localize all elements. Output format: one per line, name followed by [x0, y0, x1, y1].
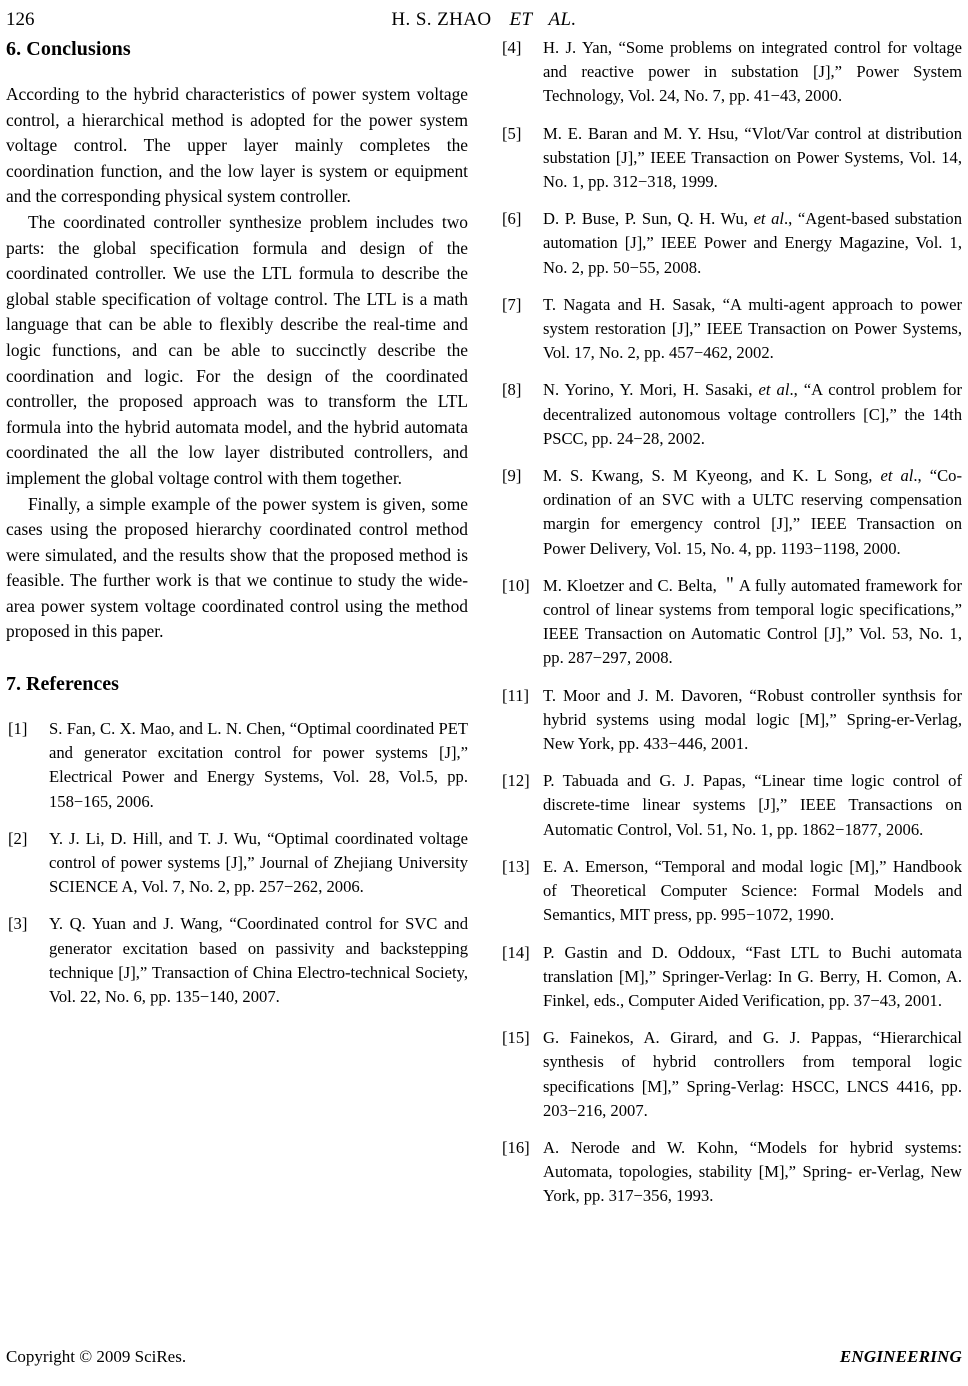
conclusions-paragraph-2: The coordinated controller synthesize problem includes two parts: the global specification formula and design of the coordinated controller. We use the LTL formula to describe the global stable specification of voltage control. The LTL is a math language that can be able to flexibly describe the real-time and logic functions, and can be able to succinctly describe the coordination and logic. For the design of the coordinated controller, the proposed approach was to transform the LTL formula into the hybrid automata model, and the hybrid automata coordinated the all the low layer distributed controllers, and implement the global voltage control with them together. — [6, 211, 468, 488]
reference-text-post: ., “A control problem for decentralized autonomous voltage controllers [C],” the 14th PSCC, pp. 24−28, 2002. — [543, 380, 962, 448]
reference-text: E. A. Emerson, “Temporal and modal logic [M],” Handbook of Theoretical Computer Science: Formal Models and Semantics, MIT press, pp. 995−1072, 1990. — [543, 856, 962, 925]
reference-item — [500, 36, 962, 109]
reference-number: [7] — [502, 294, 522, 314]
reference-text — [543, 207, 962, 280]
reference-text: P. Gastin and D. Oddoux, “Fast LTL to Buchi automata translation [M],” Springer-Verlag: In G. Berry, H. Comon, A. Finkel, eds., Computer Aided Verification, pp. 37−43, 2001. — [543, 942, 962, 1010]
copyright-notice: Copyright © 2009 SciRes. — [6, 1347, 187, 1366]
reference-text-post: ., “Agent-based substation automation [J],” IEEE Power and Energy Magazine, Vol. 1, No. 2, pp. 50−55, 2008. — [543, 209, 963, 277]
page-footer — [6, 1344, 962, 1368]
reference-item — [500, 1026, 962, 1123]
running-head-al: AL. — [548, 9, 577, 30]
running-head-author-names: H. S. ZHAO — [391, 9, 492, 30]
reference-item — [500, 293, 962, 366]
page-number: 126 — [6, 9, 35, 30]
reference-item — [500, 574, 962, 671]
reference-text: A. Nerode and W. Kohn, “Models for hybrid systems: Automata, topologies, stability [M],” Spring- er-Verlag, New York, pp. 317−356, 1993. — [543, 1137, 962, 1206]
reference-text — [543, 378, 962, 451]
reference-number: [9] — [502, 466, 522, 486]
reference-text-pre: D. P. Buse, P. Sun, Q. H. Wu, — [543, 209, 754, 229]
reference-text: G. Fainekos, A. Girard, and G. J. Pappas, “Hierarchical synthesis of hybrid controllers from temporal logic specifications [M],” Spring-Verlag: HSCC, LNCS 4416, pp. 203−216, 2007. — [543, 1028, 962, 1120]
running-head-et: ET — [509, 9, 533, 30]
running-head — [6, 8, 962, 34]
reference-text: S. Fan, C. X. Mao, and L. N. Chen, “Optimal coordinated PET and generator excitation control for power systems [J],” Electrical Power and Energy Systems, Vol. 28, Vol.5, pp. 158−165, 2006. — [49, 719, 468, 811]
reference-item — [500, 207, 962, 280]
reference-number: [16] — [502, 1137, 530, 1157]
reference-et-al: et al — [753, 209, 785, 229]
reference-number: [14] — [502, 942, 530, 962]
reference-number: [2] — [8, 828, 28, 848]
right-column — [500, 36, 962, 1209]
reference-item — [500, 684, 962, 757]
reference-number: [3] — [8, 914, 28, 934]
reference-item — [6, 912, 468, 1009]
reference-list-right — [500, 36, 962, 1209]
reference-number: [13] — [502, 856, 530, 876]
reference-number: [11] — [502, 685, 530, 705]
reference-number: [10] — [502, 575, 530, 595]
reference-text-post: ., “Co-ordination of an SVC with a ULTC reserving compensation margin for emergency control [J],” IEEE Transaction on Power Delivery, Vol. 15, No. 4, pp. 1193−1198, 2000. — [543, 466, 963, 558]
reference-et-al: et al — [880, 466, 914, 486]
conclusions-paragraph-1: According to the hybrid characteristics of power system voltage control, a hierarchical method is adopted for the power system voltage control. The upper layer mainly completes the coordination function, and the low layer is system or equipment and the corresponding physical system controller. — [6, 84, 468, 207]
reference-text: Y. J. Li, D. Hill, and T. J. Wu, “Optimal coordinated voltage control of power systems [J],” Journal of Zhejiang University SCIENCE A, Vol. 7, No. 2, pp. 257−262, 2006. — [49, 828, 468, 897]
reference-text-pre: N. Yorino, Y. Mori, H. Sasaki, — [543, 380, 759, 400]
reference-number: [1] — [8, 719, 28, 739]
reference-item — [500, 855, 962, 928]
reference-item — [500, 769, 962, 842]
reference-list-left — [6, 717, 468, 1009]
reference-text: P. Tabuada and G. J. Papas, “Linear time logic control of discrete-time linear systems [J],” IEEE Transactions on Automatic Control, Vol. 51, No. 1, pp. 1862−1877, 2006. — [543, 771, 962, 839]
reference-text: H. J. Yan, “Some problems on integrated control for voltage and reactive power in substation [J],” Power System Technology, Vol. 24, No. 7, pp. 41−43, 2000. — [543, 38, 962, 106]
reference-number: [4] — [502, 38, 522, 57]
reference-et-al: et al — [758, 380, 790, 400]
reference-item — [500, 378, 962, 451]
reference-item — [6, 827, 468, 900]
left-column — [6, 36, 468, 1009]
reference-item — [500, 1136, 962, 1209]
reference-number: [6] — [502, 209, 522, 229]
reference-text — [543, 464, 962, 561]
reference-text: M. Kloetzer and C. Belta, ＂A fully automated framework for control of linear systems from temporal logic specifications,” IEEE Transaction on Automatic Control [J],” Vol. 53, No. 1, pp. 287−297, 2008. — [543, 575, 962, 668]
reference-text: T. Nagata and H. Sasak, “A multi-agent approach to power system restoration [J],” IEEE Transaction on Power Systems, Vol. 17, No. 2, pp. 457−462, 2002. — [543, 294, 962, 363]
reference-text: M. E. Baran and M. Y. Hsu, “Vlot/Var control at distribution substation [J],” IEEE Transaction on Power Systems, Vol. 14, No. 1, pp. 312−318, 1999. — [543, 123, 962, 192]
journal-name: ENGINEERING — [839, 1347, 962, 1366]
conclusions-paragraph-3: Finally, a simple example of the power system is given, some cases using the proposed hierarchy coordinated control method were simulated, and the results show that the proposed method is feasible. The further work is that we continue to study the wide-area power system voltage coordinated control using the method proposed in this paper. — [6, 493, 468, 642]
reference-text: Y. Q. Yuan and J. Wang, “Coordinated control for SVC and generator excitation based on passivity and backstepping technique [J],” Transaction of China Electro-technical Society, Vol. 22, No. 6, pp. 135−140, 2007. — [49, 914, 468, 1007]
reference-item — [500, 464, 962, 561]
reference-number: [12] — [502, 771, 530, 791]
reference-number: [15] — [502, 1028, 530, 1048]
reference-item — [6, 717, 468, 814]
reference-text: T. Moor and J. M. Davoren, “Robust controller synthsis for hybrid systems using modal logic [M],” Spring-er-Verlag, New York, pp. 433−446, 2001. — [543, 685, 962, 754]
conclusions-heading: 6. Conclusions — [6, 38, 131, 60]
reference-item — [500, 122, 962, 195]
reference-number: [5] — [502, 123, 522, 143]
reference-item — [500, 941, 962, 1014]
running-head-authors — [6, 8, 962, 32]
references-heading: 7. References — [6, 673, 119, 696]
reference-number: [8] — [502, 380, 522, 400]
reference-text-pre: M. S. Kwang, S. M Kyeong, and K. L Song, — [543, 466, 881, 486]
